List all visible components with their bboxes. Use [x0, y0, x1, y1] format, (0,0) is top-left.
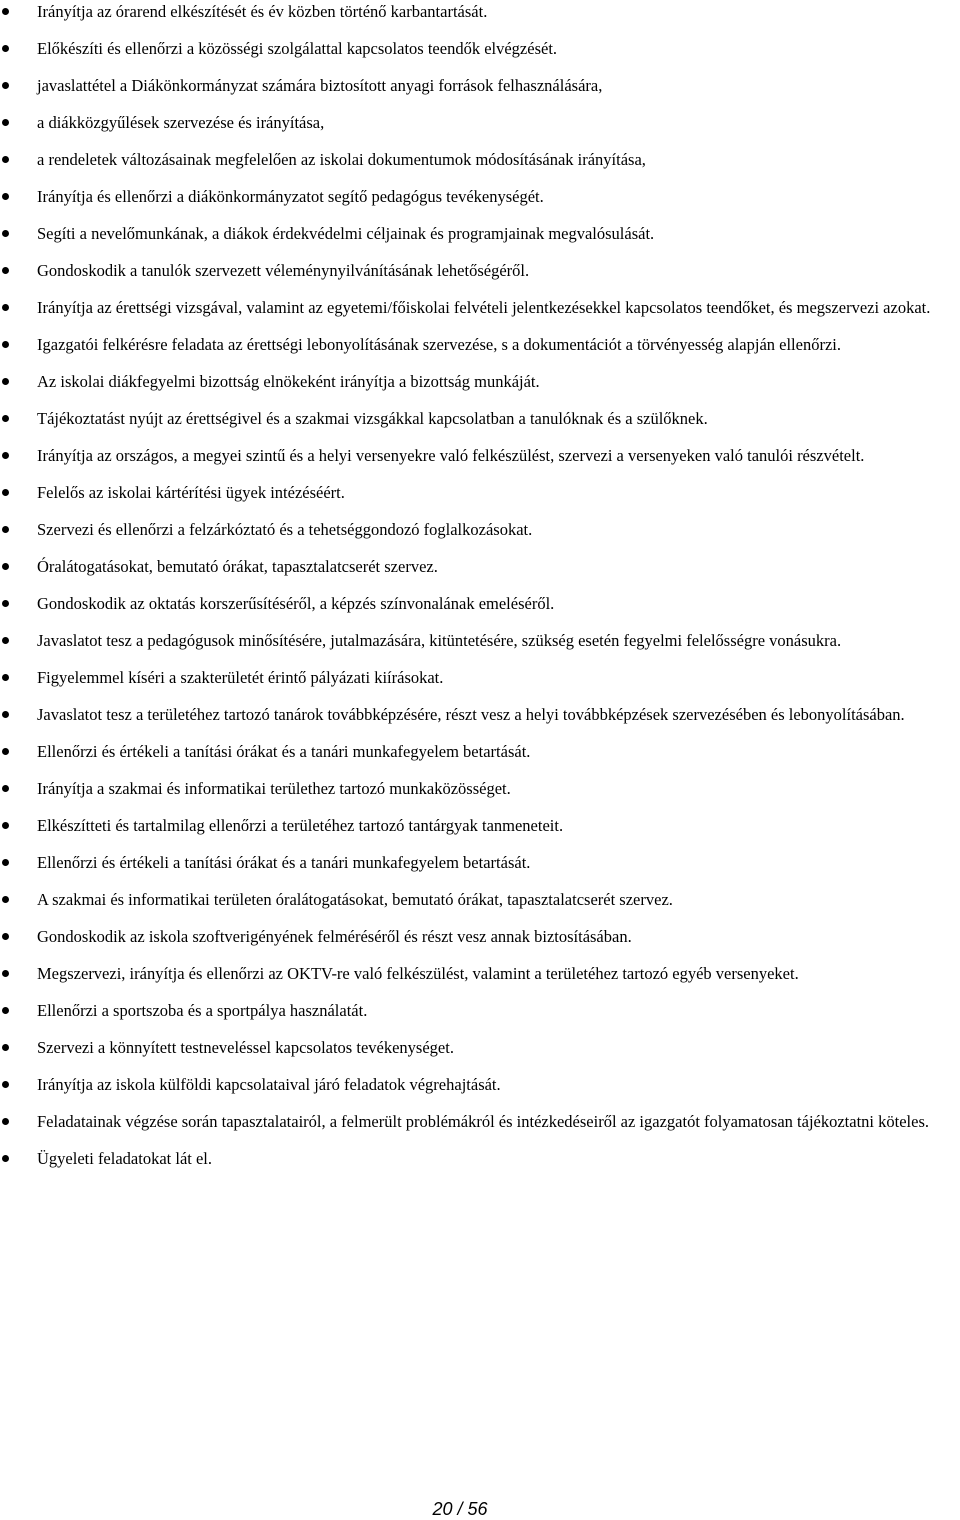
list-item [0, 30, 960, 67]
bullet-icon [2, 8, 9, 15]
list-item-text: Irányítja a szakmai és informatikai területhez tartozó munkaközösséget. [37, 779, 511, 798]
bullet-icon [2, 82, 9, 89]
list-item [0, 511, 960, 548]
list-item [0, 252, 960, 289]
bullet-icon [2, 563, 9, 570]
list-item [0, 67, 960, 104]
bullet-icon [2, 119, 9, 126]
list-item [0, 585, 960, 622]
list-item-text: Gondoskodik az iskola szoftverigényének felméréséről és részt vesz annak biztosításában. [37, 927, 632, 946]
bullet-icon [2, 600, 9, 607]
list-item-text: Irányítja és ellenőrzi a diákönkormányzatot segítő pedagógus tevékenységét. [37, 187, 544, 206]
bullet-icon [2, 933, 9, 940]
list-item [0, 1066, 960, 1103]
list-item-text: Feladatainak végzése során tapasztalatairól, a felmerült problémákról és intézkedéseiről az igazgatót folyamatosan tájékoztatni köteles. [37, 1112, 929, 1131]
list-item-text: Felelős az iskolai kártérítési ügyek intézéséért. [37, 483, 345, 502]
list-item-text: javaslattétel a Diákönkormányzat számára biztosított anyagi források felhasználására, [37, 76, 603, 95]
list-item [0, 733, 960, 770]
list-item [0, 696, 960, 733]
list-item-text: Figyelemmel kíséri a szakterületét érintő pályázati kiírásokat. [37, 668, 444, 687]
list-item-text: Elkészítteti és tartalmilag ellenőrzi a területéhez tartozó tantárgyak tanmeneteit. [37, 816, 564, 835]
list-item-text: Javaslatot tesz a területéhez tartozó tanárok továbbképzésére, részt vesz a helyi továbbképzések szervezésében és lebonyolításában. [37, 705, 905, 724]
bullet-icon [2, 748, 9, 755]
list-item-text: Előkészíti és ellenőrzi a közösségi szolgálattal kapcsolatos teendők elvégzését. [37, 39, 558, 58]
list-item-text: Ellenőrzi és értékeli a tanítási órákat és a tanári munkafegyelem betartását. [37, 853, 531, 872]
list-item [0, 881, 960, 918]
list-item-text: Megszervezi, irányítja és ellenőrzi az OKTV-re való felkészülést, valamint a területéhez tartozó egyéb versenyeket. [37, 964, 799, 983]
list-item [0, 0, 960, 30]
bullet-icon [2, 45, 9, 52]
bullet-icon [2, 1007, 9, 1014]
bullet-icon [2, 230, 9, 237]
list-item [0, 992, 960, 1029]
list-item [0, 178, 960, 215]
bullet-icon [2, 452, 9, 459]
bullet-icon [2, 859, 9, 866]
list-item-text: Szervezi a könnyített testneveléssel kapcsolatos tevékenységet. [37, 1038, 454, 1057]
list-item [0, 141, 960, 178]
bullet-icon [2, 637, 9, 644]
list-item-text: Gondoskodik a tanulók szervezett véleménynyilvánításának lehetőségéről. [37, 261, 530, 280]
list-item [0, 918, 960, 955]
list-item [0, 955, 960, 992]
list-item-text: Óralátogatásokat, bemutató órákat, tapasztalatcserét szervez. [37, 557, 438, 576]
list-item [0, 770, 960, 807]
list-item [0, 807, 960, 844]
bullet-icon [2, 1155, 9, 1162]
list-item [0, 326, 960, 363]
list-item-text: Igazgatói felkérésre feladata az érettségi lebonyolításának szervezése, s a dokumentációt a törvényesség alapján ellenőrzi. [37, 335, 841, 354]
list-item-text: Irányítja az órarend elkészítését és év közben történő karbantartását. [37, 2, 488, 21]
bullet-icon [2, 970, 9, 977]
list-item [0, 104, 960, 141]
bullet-icon [2, 1081, 9, 1088]
bullet-icon [2, 822, 9, 829]
bullet-icon [2, 674, 9, 681]
list-item-text: Tájékoztatást nyújt az érettségivel és a szakmai vizsgákkal kapcsolatban a tanulóknak és a szülőknek. [37, 409, 708, 428]
list-item-text: Irányítja az iskola külföldi kapcsolataival járó feladatok végrehajtását. [37, 1075, 501, 1094]
bullet-icon [2, 415, 9, 422]
page-number: 20 / 56 [432, 1499, 488, 1519]
list-item-text: a rendeletek változásainak megfelelően az iskolai dokumentumok módosításának irányítása, [37, 150, 646, 169]
bullet-icon [2, 711, 9, 718]
bullet-icon [2, 378, 9, 385]
list-item-text: Irányítja az országos, a megyei szintű és a helyi versenyekre való felkészülést, szervezi a versenyeken való tanulói részvételt. [37, 446, 865, 465]
list-item [0, 363, 960, 400]
list-item-text: a diákközgyűlések szervezése és irányítása, [37, 113, 325, 132]
list-item [0, 622, 960, 659]
list-item [0, 844, 960, 881]
list-item [0, 289, 960, 326]
list-item-text: Az iskolai diákfegyelmi bizottság elnökeként irányítja a bizottság munkáját. [37, 372, 540, 391]
bullet-icon [2, 1118, 9, 1125]
list-item-text: A szakmai és informatikai területen óralátogatásokat, bemutató órákat, tapasztalatcserét szervez. [37, 890, 673, 909]
list-item [0, 400, 960, 437]
list-item [0, 1029, 960, 1066]
list-item-text: Javaslatot tesz a pedagógusok minősítésére, jutalmazására, kitüntetésére, szükség esetén fegyelmi felelősségre vonásukra. [37, 631, 842, 650]
bullet-icon [2, 526, 9, 533]
list-item [0, 1103, 960, 1140]
list-item-text: Ügyeleti feladatokat lát el. [37, 1149, 213, 1168]
list-item-text: Gondoskodik az oktatás korszerűsítéséről, a képzés színvonalának emeléséről. [37, 594, 555, 613]
list-item-text: Szervezi és ellenőrzi a felzárkóztató és a tehetséggondozó foglalkozásokat. [37, 520, 533, 539]
list-item [0, 1140, 960, 1177]
bullet-icon [2, 267, 9, 274]
list-item-text: Segíti a nevelőmunkának, a diákok érdekvédelmi céljainak és programjainak megvalósulását. [37, 224, 655, 243]
bullet-icon [2, 1044, 9, 1051]
list-item [0, 215, 960, 252]
list-item [0, 659, 960, 696]
bullet-icon [2, 785, 9, 792]
bullet-icon [2, 341, 9, 348]
bullet-icon [2, 156, 9, 163]
list-item [0, 474, 960, 511]
bullet-icon [2, 304, 9, 311]
list-item [0, 548, 960, 585]
bullet-icon [2, 896, 9, 903]
bullet-icon [2, 193, 9, 200]
list-item-text: Ellenőrzi a sportszoba és a sportpálya használatát. [37, 1001, 368, 1020]
list-item-text: Ellenőrzi és értékeli a tanítási órákat és a tanári munkafegyelem betartását. [37, 742, 531, 761]
bullet-icon [2, 489, 9, 496]
list-item-text: Irányítja az érettségi vizsgával, valamint az egyetemi/főiskolai felvételi jelentkezésekkel kapcsolatos teendőket, és megszervezi azokat. [37, 298, 931, 317]
list-item [0, 437, 960, 474]
